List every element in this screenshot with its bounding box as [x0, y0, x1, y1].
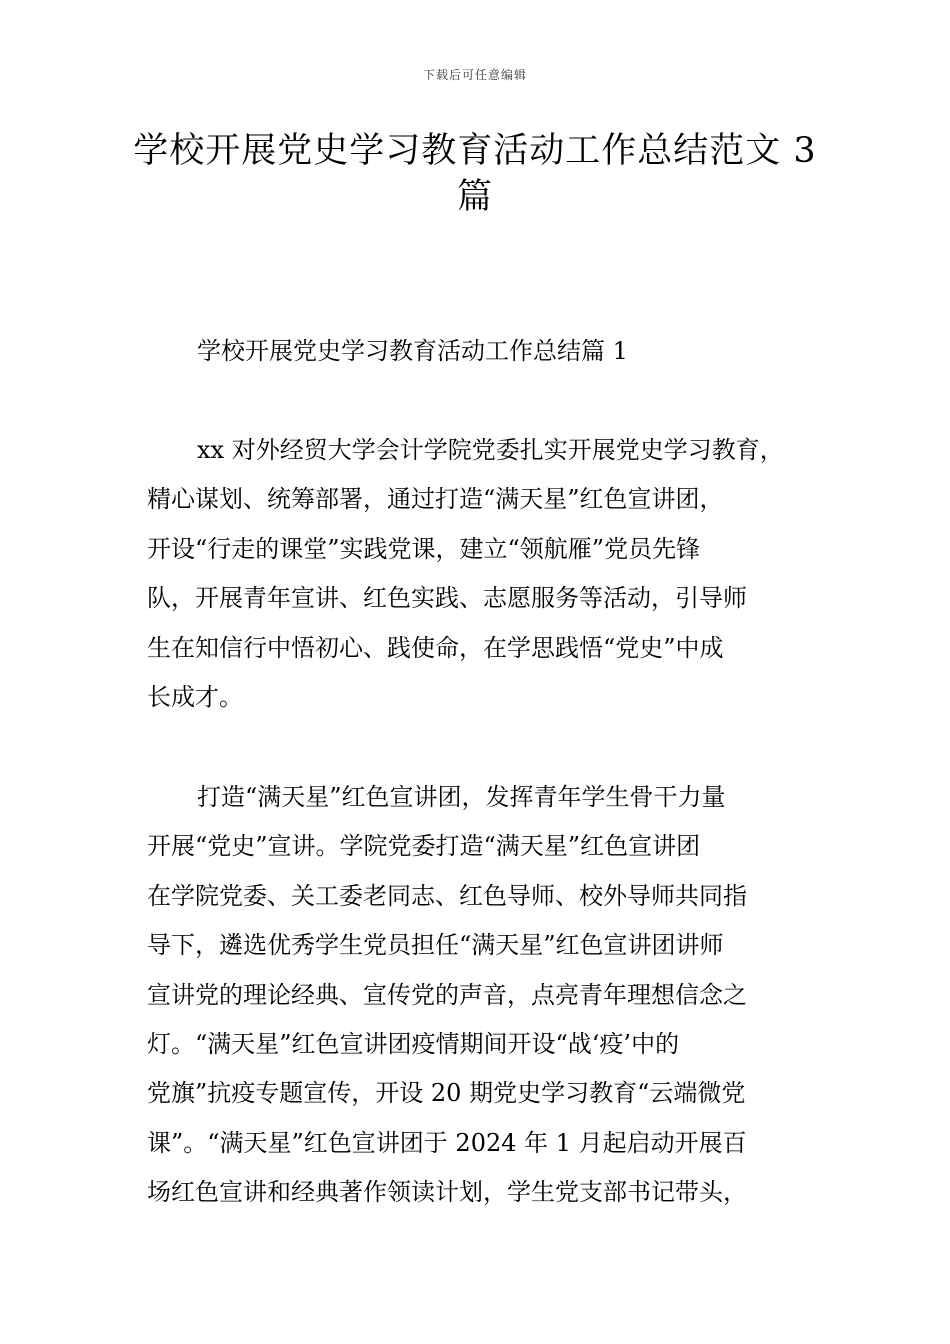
header-note: 下载后可任意编辑: [422, 68, 527, 82]
body-paragraph: [147, 773, 807, 1218]
paragraph-line: 精心谋划、统筹部署，通过打造“满天星”红色宣讲团，: [147, 485, 724, 514]
paragraph-line: 宣讲党的理论经典、宣传党的声音，点亮青年理想信念之: [147, 980, 747, 1009]
paragraph-line: 导下，遴选优秀学生党员担任“满天星”红色宣讲团讲师: [147, 931, 724, 960]
paragraph-line: 党旗”抗疫专题宣传，开设 20 期党史学习教育“云端微党: [147, 1079, 746, 1108]
paragraph-line: xx 对外经贸大学会计学院党委扎实开展党史学习教育，: [197, 436, 784, 464]
paragraph-line: 课”。“满天星”红色宣讲团于 2024 年 1 月起启动开展百: [147, 1128, 747, 1157]
paragraph-line: 长成才。: [147, 683, 243, 712]
document-title: [120, 128, 830, 220]
paragraph-line: 在学院党委、关工委老同志、红色导师、校外导师共同指: [147, 881, 747, 910]
paragraph-line: 开展“党史”宣讲。学院党委打造“满天星”红色宣讲团: [147, 832, 701, 861]
title-line: 学校开展党史学习教育活动工作总结范文 3: [133, 131, 817, 171]
paragraph-line: 生在知信行中悟初心、践使命，在学思践悟“党史”中成: [147, 633, 724, 662]
paragraph-line: 打造“满天星”红色宣讲团，发挥青年学生骨干力量: [197, 783, 726, 811]
paragraph-line: 队，开展青年宣讲、红色实践、志愿服务等活动，引导师: [147, 584, 747, 613]
body-paragraph: [147, 426, 807, 722]
paragraph-line: 场红色宣讲和经典著作领读计划，学生党支部书记带头，: [147, 1178, 747, 1207]
paragraph-line: 灯。“满天星”红色宣讲团疫情期间开设“战‘疫’中的: [147, 1030, 680, 1059]
paragraph-line: 开设“行走的课堂”实践党课，建立“领航雁”党员先锋: [147, 534, 701, 563]
title-line: 篇: [456, 177, 493, 217]
section-heading: 学校开展党史学习教育活动工作总结篇 1: [197, 337, 628, 365]
